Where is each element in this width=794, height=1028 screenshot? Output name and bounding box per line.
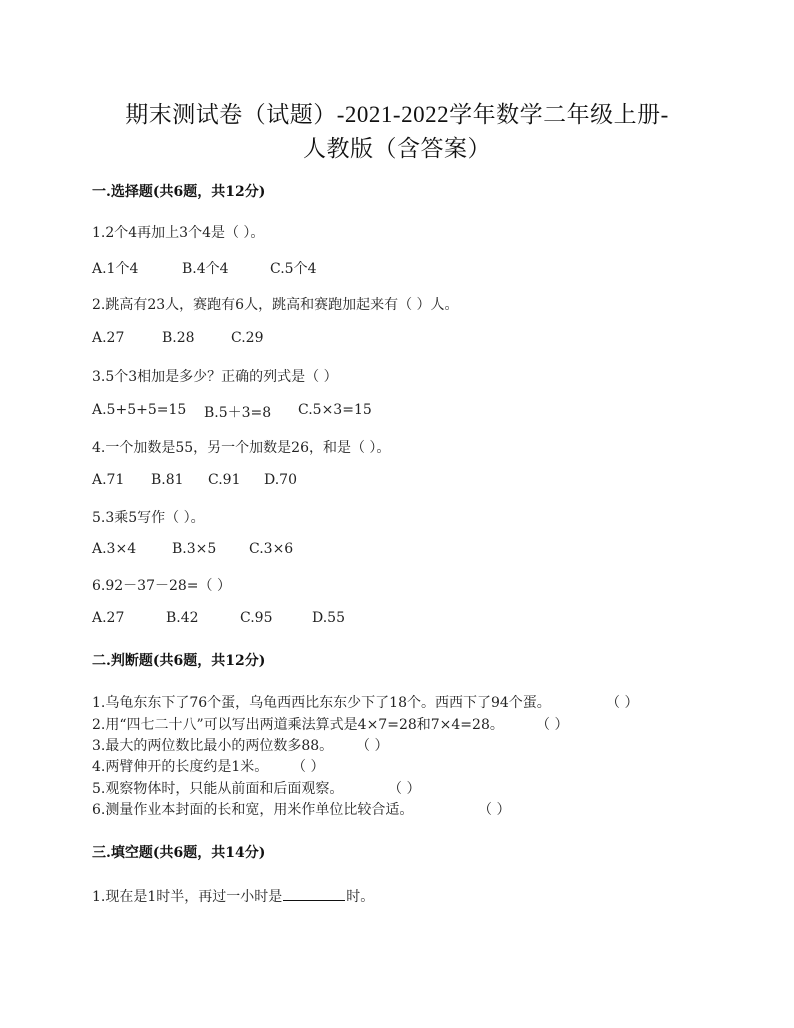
choice-3-option-a: A.5+5+5=15 (92, 402, 187, 418)
choice-4-option-d: D.70 (264, 472, 297, 488)
choice-5-option-c: C.3×6 (249, 541, 294, 557)
choice-3-option-c: C.5×3=15 (298, 402, 372, 418)
choice-question-1: 1.2个4再加上3个4是（ ）。 (92, 225, 265, 241)
choice-question-4: 4.一个加数是55，另一个加数是26，和是（ ）。 (92, 440, 391, 456)
judge-6-answer-bracket: （ ） (478, 802, 511, 818)
judge-item-5: 5.观察物体时，只能从前面和后面观察。 (92, 781, 344, 797)
document-title-line-1: 期末测试卷（试题）-2021-2022学年数学二年级上册- (125, 102, 669, 127)
choice-1-option-a: A.1个4 (92, 261, 139, 277)
judge-item-3: 3.最大的两位数比最小的两位数多88。 (92, 738, 334, 754)
judge-item-4: 4.两臂伸开的长度约是1米。 (92, 759, 269, 775)
fill-1-text-before: 1.现在是1时半，再过一小时是 (92, 889, 283, 905)
choice-3-option-b: B.5＋3=8 (204, 405, 272, 421)
judge-item-1: 1.乌龟东东下了76个蛋，乌龟西西比东东少下了18个。西西下了94个蛋。 (92, 695, 551, 711)
judge-1-answer-bracket: （ ） (606, 695, 639, 711)
choice-4-option-b: B.81 (151, 472, 184, 488)
choice-2-option-b: B.28 (162, 330, 195, 346)
choice-4-option-c: C.91 (208, 472, 241, 488)
choice-1-option-b: B.4个4 (182, 261, 229, 277)
choice-1-option-c: C.5个4 (270, 261, 317, 277)
judge-5-answer-bracket: （ ） (388, 781, 421, 797)
choice-4-option-a: A.71 (92, 472, 125, 488)
judge-item-2: 2.用“四七二十八”可以写出两道乘法算式是4×7=28和7×4=28。 (92, 717, 504, 733)
choice-6-option-a: A.27 (92, 610, 125, 626)
choice-6-option-c: C.95 (240, 610, 273, 626)
judge-item-6: 6.测量作业本封面的长和宽，用米作单位比较合适。 (92, 802, 414, 818)
fill-1-text-after: 时。 (346, 889, 375, 905)
choice-question-6: 6.92－37－28=（ ） (92, 578, 231, 594)
judge-2-answer-bracket: （ ） (536, 717, 569, 733)
choice-5-option-b: B.3×5 (172, 541, 217, 557)
section-heading-choice: 一.选择题(共6题，共12分) (92, 184, 266, 200)
fill-1-answer-blank (283, 888, 345, 901)
document-title-line-2: 人教版（含答案） (303, 136, 491, 161)
choice-5-option-a: A.3×4 (92, 541, 137, 557)
section-heading-judge: 二.判断题(共6题，共12分) (92, 653, 266, 669)
choice-2-option-a: A.27 (92, 330, 125, 346)
section-heading-fill: 三.填空题(共6题，共14分) (92, 845, 266, 861)
choice-6-option-d: D.55 (312, 610, 345, 626)
choice-question-3: 3.5个3相加是多少？正确的列式是（ ） (92, 369, 338, 385)
fill-question-1 (92, 886, 374, 906)
judge-4-answer-bracket: （ ） (292, 759, 325, 775)
judge-3-answer-bracket: （ ） (356, 738, 389, 754)
choice-question-2: 2.跳高有23人，赛跑有6人，跳高和赛跑加起来有（ ）人。 (92, 297, 459, 313)
choice-6-option-b: B.42 (166, 610, 199, 626)
choice-question-5: 5.3乘5写作（ ）。 (92, 510, 205, 526)
choice-2-option-c: C.29 (231, 330, 264, 346)
